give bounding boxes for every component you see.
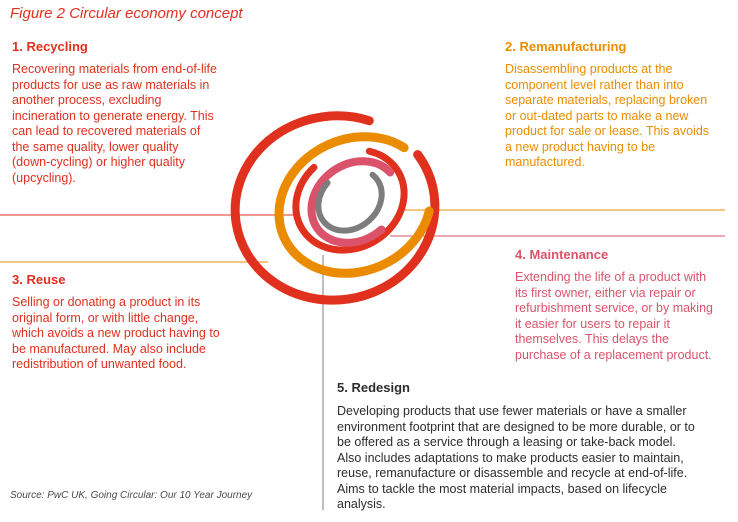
- reuse-ring: [256, 112, 453, 298]
- redesign-description: Developing products that use fewer materials or have a smaller environment footprint that are designed to be more durable, or to be offered as a service through a leasing or take-back model. Also includes adaptations to make products easier to maintain, reuse, remanufacture or disassemble and recycle at end-of-life. Aims to tackle the most material impacts, based on lifecycle analysis.: [337, 404, 695, 511]
- redesign-heading: 5. Redesign: [337, 380, 410, 395]
- remanufacturing-description: Disassembling products at the component level rather than into separate materials, replacing broken or out-dated parts to make a new product for sale or lease. This avoids a new product having to be manufactured.: [505, 62, 710, 169]
- maintenance-heading: 4. Maintenance: [515, 247, 609, 262]
- recycling-description: Recovering materials from end-of-life products for use as raw materials in another process, excluding incineration to generate energy. This can lead to recovered materials of the same quality, lower quality (down-cycling) or higher quality (upcycling).: [12, 62, 217, 185]
- figure-title: Figure 2 Circular economy concept: [10, 5, 243, 22]
- maintenance-description: Extending the life of a product with its first owner, either via repair or refurbishment service, or by making it easier for users to repair it themselves. This delays the purchase of a replacement product.: [515, 270, 713, 362]
- reuse-description: Selling or donating a product in its original form, or with little change, which avoids a new product having to be manufactured. May also include redistribution of unwanted food.: [12, 295, 220, 371]
- reuse-heading: 3. Reuse: [12, 272, 66, 287]
- source-note: Source: PwC UK, Going Circular: Our 10 Year Journey: [10, 490, 253, 501]
- remanufacturing-heading: 2. Remanufacturing: [505, 39, 627, 54]
- recycling-heading: 1. Recycling: [12, 39, 88, 54]
